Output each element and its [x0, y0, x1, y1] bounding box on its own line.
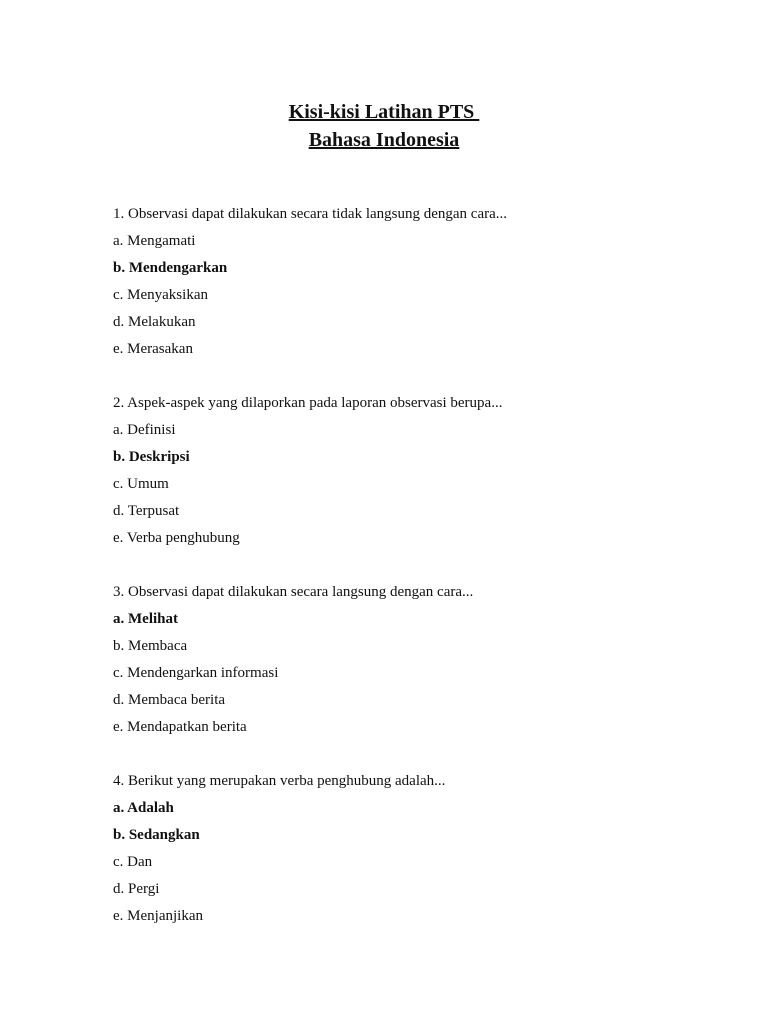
option-e: e. Menjanjikan [113, 908, 203, 924]
option-c: c. Mendengarkan informasi [113, 665, 279, 681]
option-b-answer: b. Sedangkan [113, 827, 200, 843]
question-text: 4. Berikut yang merupakan verba penghubung adalah... [113, 773, 446, 789]
question-list [113, 201, 733, 957]
question-4 [113, 768, 733, 930]
option-a: a. Mengamati [113, 233, 196, 249]
option-d: d. Membaca berita [113, 692, 226, 708]
question-text: 3. Observasi dapat dilakukan secara langsung dengan cara... [113, 584, 474, 600]
option-b-answer: b. Deskripsi [113, 449, 190, 465]
option-c: c. Dan [113, 854, 153, 870]
option-e: e. Mendapatkan berita [113, 719, 247, 735]
option-e: e. Merasakan [113, 341, 193, 357]
title-line-1: Kisi-kisi Latihan PTS [288, 101, 480, 123]
option-d: d. Terpusat [113, 503, 180, 519]
option-c: c. Umum [113, 476, 169, 492]
option-d: d. Pergi [113, 881, 160, 897]
question-2 [113, 390, 733, 552]
option-a: a. Definisi [113, 422, 176, 438]
option-d: d. Melakukan [113, 314, 196, 330]
option-b: b. Membaca [113, 638, 188, 654]
option-c: c. Menyaksikan [113, 287, 208, 303]
document-title [0, 98, 768, 154]
question-text: 2. Aspek-aspek yang dilaporkan pada laporan observasi berupa... [113, 395, 503, 411]
question-3 [113, 579, 733, 741]
option-e: e. Verba penghubung [113, 530, 240, 546]
title-line-2: Bahasa Indonesia [308, 129, 460, 151]
option-b-answer: b. Mendengarkan [113, 260, 228, 276]
question-text: 1. Observasi dapat dilakukan secara tidak langsung dengan cara... [113, 206, 508, 222]
option-a-answer: a. Adalah [113, 800, 174, 816]
question-1 [113, 201, 733, 363]
option-a-answer: a. Melihat [113, 611, 178, 627]
